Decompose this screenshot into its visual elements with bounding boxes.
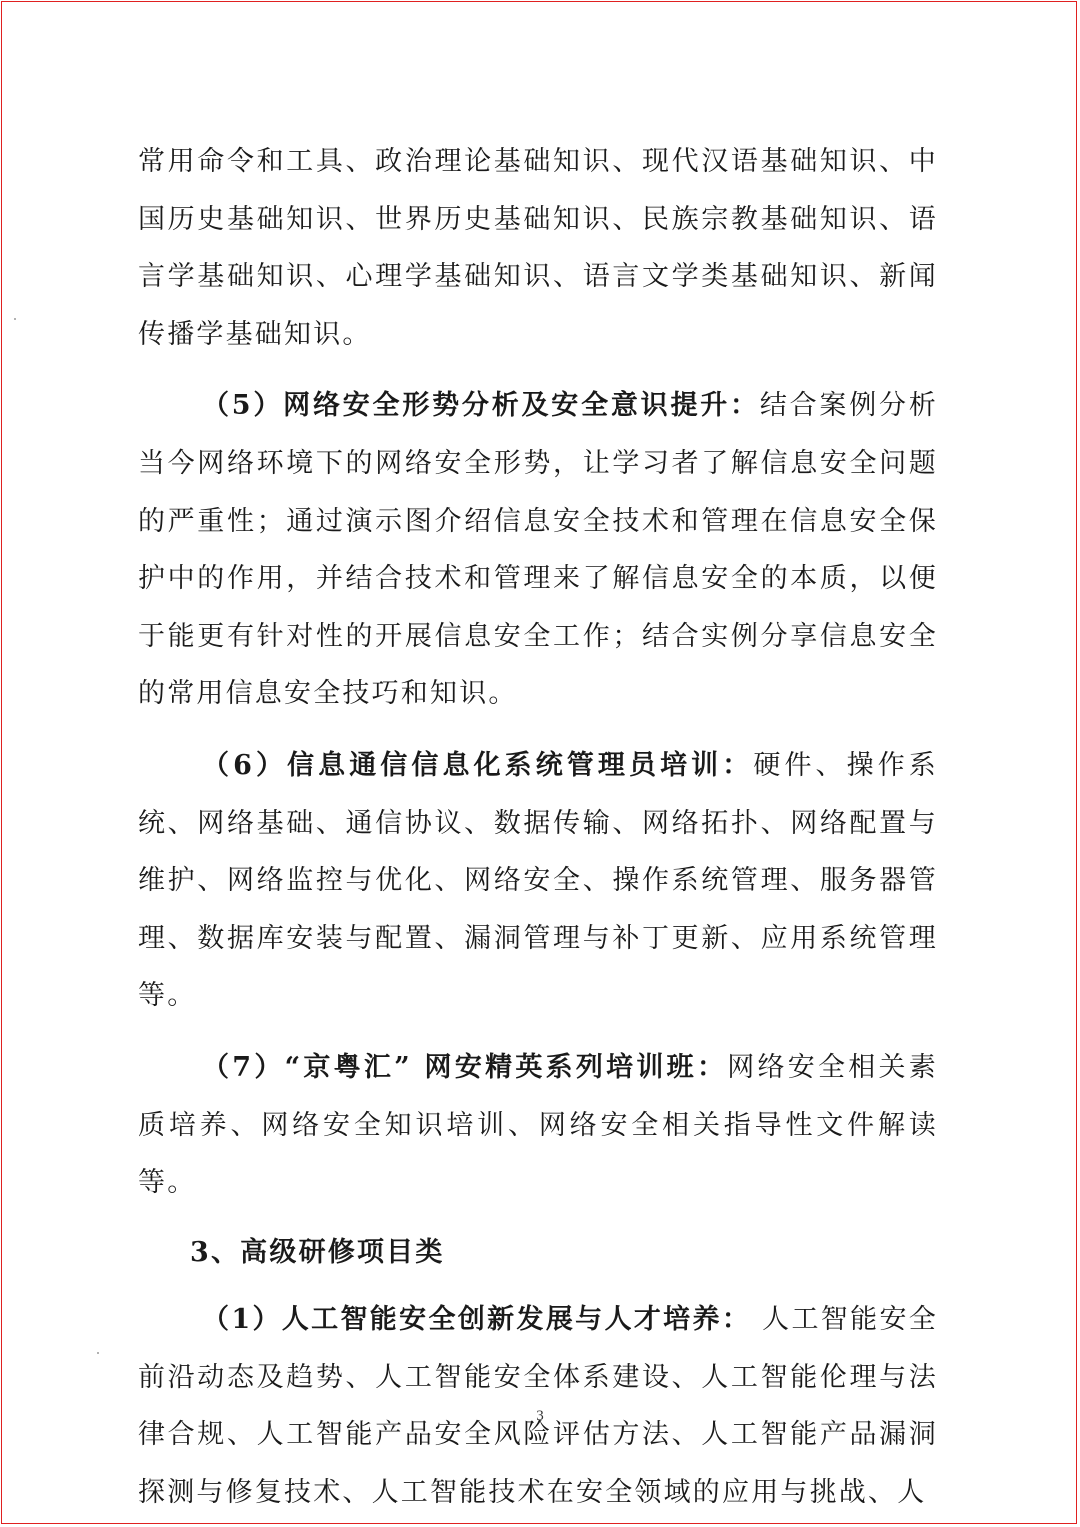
page-number: 3 [536, 1408, 544, 1424]
item-6-text: 硬件、操作系统、网络基础、通信协议、数据传输、网络拓扑、网络配置与维护、网络监控与优化、网络安全、操作系统管理、服务器管理、数据库安装与配置、漏洞管理与补丁更新、应用系统管理等。 [138, 749, 938, 1012]
advanced-item-1-text: 人工智能安全前沿动态及趋势、人工智能安全体系建设、人工智能伦理与法律合规、人工智能产品安全风险评估方法、人工智能产品漏洞探测与修复技术、人工智能技术在安全领域的应用与挑战、人 [138, 1304, 938, 1509]
item-5-title: （5）网络安全形势分析及安全意识提升： [202, 390, 760, 422]
paragraph-item-7 [138, 1039, 938, 1212]
item-5-text: 结合案例分析当今网络环境下的网络安全形势，让学习者了解信息安全问题的严重性；通过演示图介绍信息安全技术和管理在信息安全保护中的作用，并结合技术和管理来了解信息安全的本质，以便于能更有针对性的开展信息安全工作；结合实例分享信息安全的常用信息安全技巧和知识。 [138, 390, 939, 710]
paragraph-advanced-item-1 [138, 1291, 938, 1521]
item-7-text: 网络安全相关素质培养、网络安全知识培训、网络安全相关指导性文件解读等。 [138, 1051, 939, 1199]
advanced-item-1-title: （1）人工智能安全创新发展与人才培养： [202, 1304, 752, 1336]
scan-speck [14, 318, 16, 320]
item-6-title: （6）信息通信信息化系统管理员培训： [202, 749, 754, 781]
document-body [138, 133, 938, 1522]
item-7-title: （7）“京粤汇” 网安精英系列培训班： [202, 1051, 728, 1083]
paragraph-item-5 [138, 377, 938, 723]
paragraph-continued-subjects [138, 133, 938, 363]
paragraph-item-6 [138, 737, 938, 1025]
section-heading: 3、高级研修项目类 [190, 1236, 445, 1268]
paragraph-text: 常用命令和工具、政治理论基础知识、现代汉语基础知识、中国历史基础知识、世界历史基础知识、民族宗教基础知识、语言学基础知识、心理学基础知识、语言文学类基础知识、新闻传播学基础知识。 [138, 146, 938, 350]
scan-speck [97, 1352, 99, 1354]
